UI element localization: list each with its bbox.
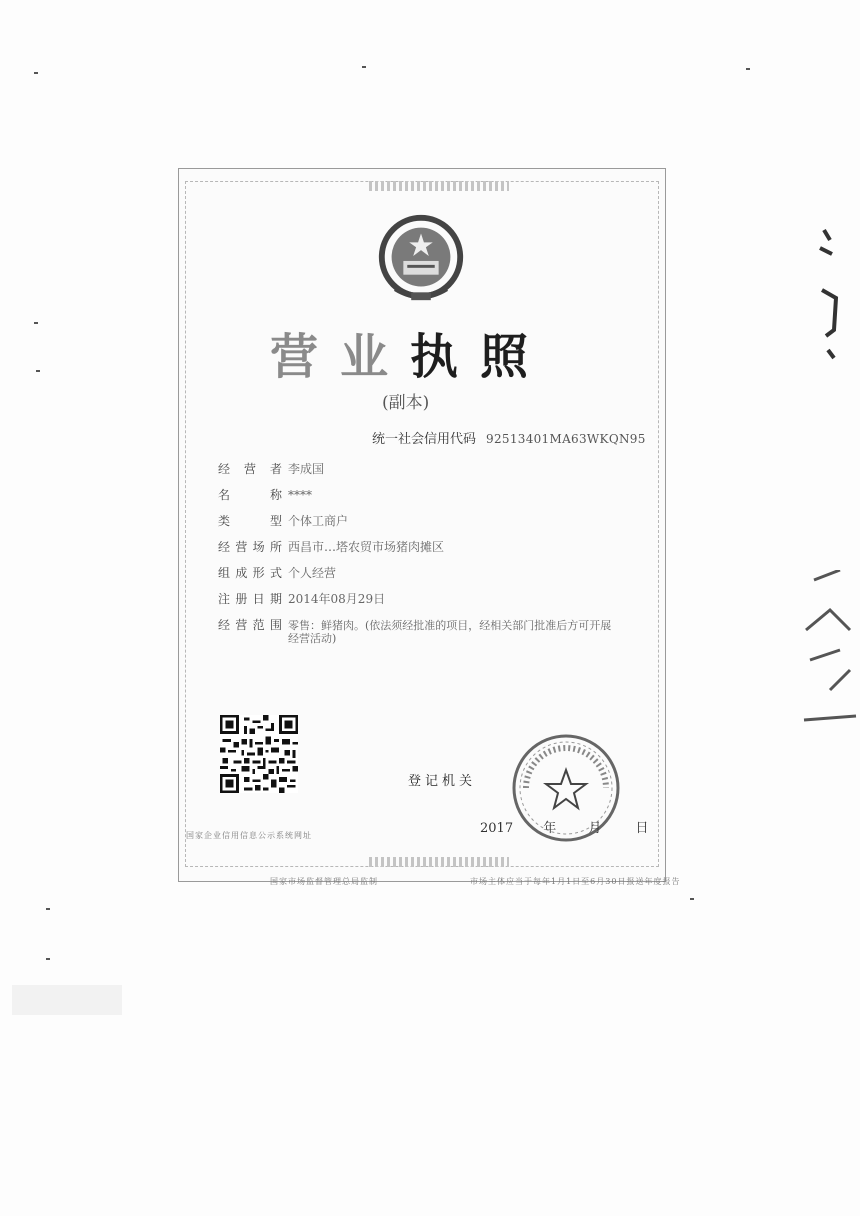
field-label: 名称	[218, 488, 282, 502]
field-label: 注册日期	[218, 592, 282, 606]
title-char: 营	[270, 329, 341, 385]
national-emblem-icon	[372, 210, 470, 308]
supervisor-note: 国家市场监督管理总局监制	[270, 877, 378, 886]
field-value: 2014年08月29日	[288, 592, 386, 606]
credit-code-label: 统一社会信用代码	[372, 432, 477, 447]
field-value: ****	[288, 488, 312, 502]
field-value: 零售：鲜猪肉。(依法须经批准的项目，经相关部门批准后方可开展经营活动)	[288, 619, 612, 645]
field-value: 个体工商户	[288, 514, 349, 528]
certificate-subtitle: (副本)	[382, 393, 430, 413]
annual-report-note: 市场主体应当于每年1月1日至6月30日报送年度报告	[470, 877, 681, 886]
field-type	[218, 512, 638, 538]
top-decorative-band	[369, 181, 509, 191]
field-name	[218, 486, 638, 512]
field-premises	[218, 538, 638, 564]
credit-code-value: 92513401MA63WKQN95	[486, 432, 646, 446]
field-label: 经营者	[218, 462, 282, 476]
scan-speck	[46, 958, 50, 960]
month-unit: 月	[588, 821, 602, 836]
scan-smudge	[12, 985, 122, 1015]
year-unit: 年	[543, 821, 557, 836]
field-business-scope	[218, 616, 638, 650]
field-label: 经营场所	[218, 540, 282, 554]
title-char: 照	[480, 329, 551, 385]
qr-code-icon	[220, 715, 298, 793]
scan-speck	[36, 370, 40, 372]
scan-speck	[34, 72, 38, 74]
field-registration-date	[218, 590, 638, 616]
title-char: 业	[340, 329, 411, 385]
field-value: 个人经营	[288, 566, 337, 580]
scan-speck	[362, 66, 366, 68]
day-unit: 日	[635, 821, 649, 836]
field-label: 组成形式	[218, 566, 282, 580]
scan-speck	[46, 908, 50, 910]
scan-speck	[746, 68, 750, 70]
edge-fragment	[800, 570, 860, 740]
title-char: 执	[410, 329, 481, 385]
credit-code-row	[372, 428, 646, 447]
registration-authority-label: 登记机关	[408, 774, 477, 789]
system-url-note: 国家企业信用信息公示系统网址	[186, 831, 312, 840]
scan-speck	[690, 898, 694, 900]
certificate-fields	[218, 460, 638, 650]
bottom-decorative-band	[369, 857, 509, 867]
issue-year: 2017	[480, 821, 514, 836]
field-label: 类型	[218, 514, 282, 528]
field-operator	[218, 460, 638, 486]
field-value: 西昌市…塔农贸市场猪肉摊区	[288, 540, 445, 554]
scan-speck	[34, 322, 38, 324]
certificate-title	[270, 318, 550, 387]
issue-date	[480, 817, 649, 836]
field-composition	[218, 564, 638, 590]
field-label: 经营范围	[218, 618, 282, 632]
field-value: 李成国	[288, 462, 325, 476]
edge-fragment	[800, 220, 860, 360]
